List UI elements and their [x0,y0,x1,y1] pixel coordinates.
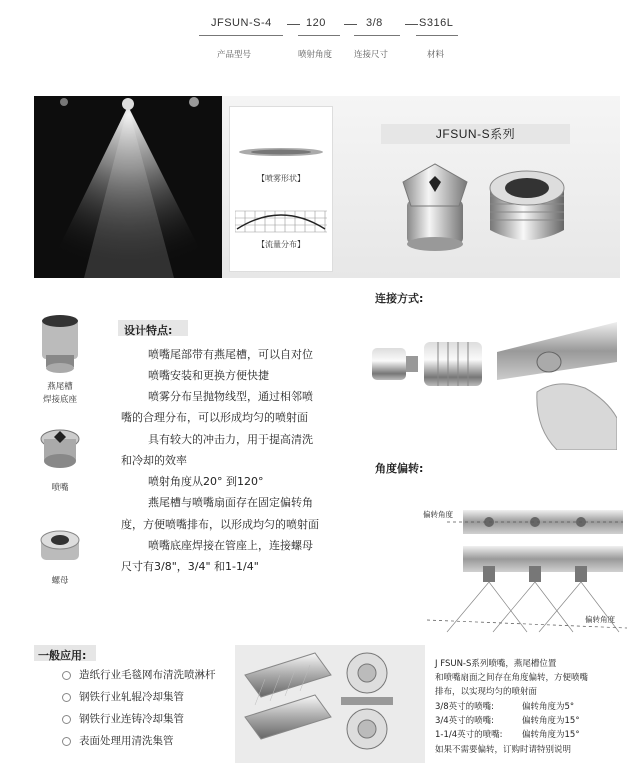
code-dash [344,24,357,25]
spray-shape-icon [238,145,324,159]
connection-title: 连接方式: [375,292,424,305]
bullet-icon [62,671,71,680]
spray-shape-caption: 【喷雾形状】 [257,174,305,183]
hand-install-illustration [497,318,617,450]
code-model-label: 产品型号 [217,50,252,60]
design-line: 喷嘴底座焊接在管座上，连接螺母 [148,539,313,552]
spray-photo [34,96,222,278]
code-dash [405,24,418,25]
application-label: 钢铁行业连铸冷却集管 [79,713,184,725]
note-row-value: 偏转角度为5° [522,702,575,712]
application-item [62,667,216,682]
nut-illustration [37,528,83,568]
nozzle-label: 喷嘴 [51,483,69,493]
note-line: J FSUN-S系列喷嘴，燕尾槽位置 [435,659,557,669]
nozzle-base-illustration [478,158,576,254]
spec-box [229,106,333,272]
application-label: 钢铁行业轧辊冷却集管 [79,691,184,703]
code-size-label: 连接尺寸 [354,50,389,60]
note-row-value: 偏转角度为15° [522,730,580,740]
series-title: JFSUN-S系列 [381,124,570,144]
application-item [62,689,184,704]
bullet-icon [62,715,71,724]
nozzle-tip-illustration [395,160,475,252]
note-row-value: 偏转角度为15° [522,716,580,726]
note-row-label: 3/8英寸的喷嘴: [435,702,495,712]
welding-base-illustration [38,313,82,375]
base-label-1: 燕尾槽 [47,382,73,392]
applications-title: 一般应用: [38,649,87,662]
code-underline [199,35,283,36]
design-line: 尺寸有3/8"，3/4" 和1-1/4" [121,560,259,573]
angle-title: 角度偏转: [375,462,424,475]
design-line: 喷雾分布呈抛物线型，通过相邻喷 [148,390,313,403]
note-footer: 如果不需要偏转，订购时请特别说明 [435,745,572,755]
base-label-2: 焊接底座 [42,395,77,405]
connection-illustration [368,330,486,396]
note-row-label: 1-1/4英寸的喷嘴: [435,730,503,740]
design-line: 燕尾槽与喷嘴扇面存在固定偏转角 [148,496,313,509]
code-model: JFSUN-S-4 [211,17,272,29]
flow-caption: 【流量分布】 [257,240,305,249]
code-underline [416,35,458,36]
design-line: 喷嘴尾部带有燕尾槽，可以自对位 [148,348,313,361]
design-line: 和冷却的效率 [121,454,187,467]
application-label: 表面处理用清洗集管 [79,735,174,747]
design-line: 嘴的合理分布，可以形成均匀的喷射面 [121,411,308,424]
code-material-label: 材料 [427,50,445,60]
design-line: 度，方便喷嘴排布，以形成均匀的喷射面 [121,518,319,531]
design-line: 喷嘴安装和更换方便快捷 [148,369,269,382]
code-underline [354,35,400,36]
nozzle-illustration [38,425,82,473]
design-line: 具有较大的冲击力，用于提高清洗 [148,433,313,446]
application-item [62,711,184,726]
code-angle: 120 [306,17,326,29]
angle-label-bottom: 偏转角度 [585,615,615,624]
design-title: 设计特点: [124,324,173,337]
note-row-label: 3/4英寸的喷嘴: [435,716,495,726]
bullet-icon [62,737,71,746]
flow-distribution-icon [235,207,327,233]
code-size: 3/8 [366,17,383,29]
code-underline [298,35,340,36]
roller-application-illustration [235,645,425,763]
application-item [62,733,174,748]
angle-deflection-diagram [427,500,627,652]
angle-label-top: 偏转角度 [423,510,453,519]
design-line: 喷射角度从20° 到120° [148,475,264,488]
nut-label: 螺母 [51,576,69,586]
code-angle-label: 喷射角度 [298,50,333,60]
application-label: 造纸行业毛毯网布清洗喷淋杆 [79,669,216,681]
note-line: 排布，以实现均匀的喷射面 [435,687,538,697]
code-material: S316L [419,17,454,29]
note-line: 和喷嘴扇面之间存在角度偏转，方便喷嘴 [435,673,589,683]
bullet-icon [62,693,71,702]
code-dash [287,24,300,25]
